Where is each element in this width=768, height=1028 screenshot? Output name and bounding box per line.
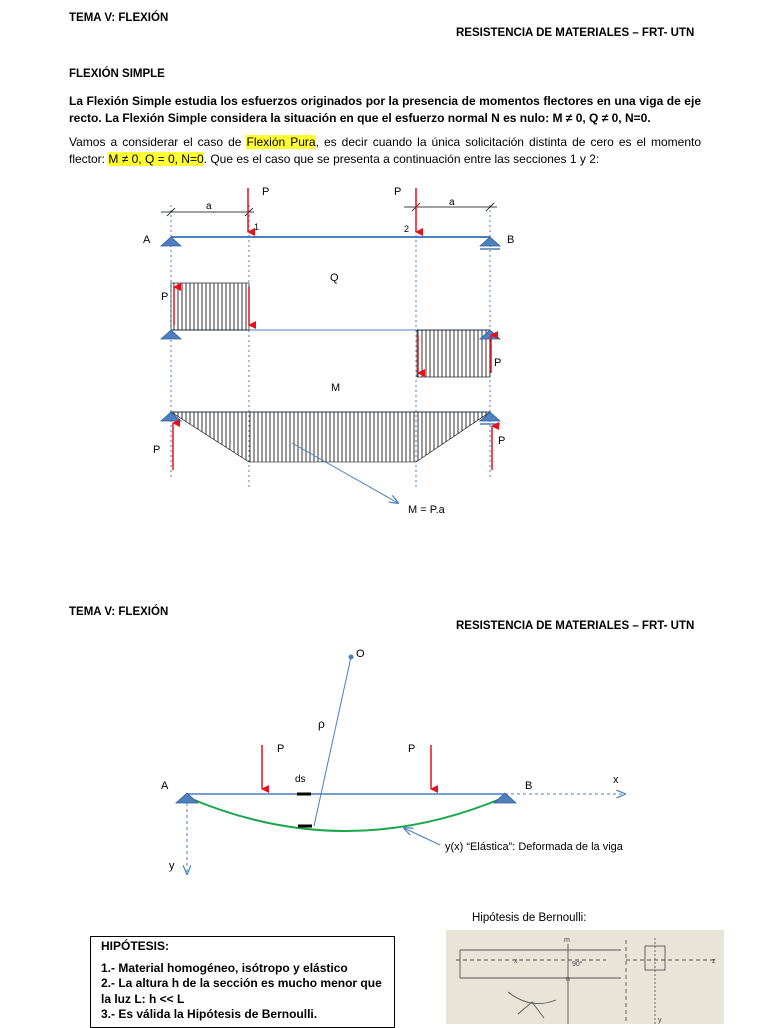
- radius-line: [314, 657, 351, 826]
- elastica-curve: [187, 797, 505, 831]
- bernoulli-figure: [446, 930, 724, 1024]
- bernoulli-label-z: z: [712, 958, 716, 965]
- highlight-conditions: M ≠ 0, Q = 0, N=0: [108, 151, 204, 166]
- moment-label-p-right: P: [498, 435, 506, 447]
- section-label-2: 2: [404, 224, 410, 234]
- bernoulli-figure-bg: [446, 930, 724, 1024]
- label-m: M: [331, 382, 341, 394]
- header-right: RESISTENCIA DE MATERIALES – FRT- UTN: [456, 27, 695, 39]
- shear-support-a: [161, 330, 181, 339]
- shear-label-p-left: P: [161, 291, 169, 303]
- label-a: A: [143, 234, 151, 246]
- shear-area-positive: [171, 283, 249, 330]
- hypotheses-title: HIPÓTESIS:: [101, 939, 170, 953]
- dim-label-a-left: a: [206, 201, 212, 212]
- label-b: B: [507, 234, 515, 246]
- section-label-1: 1: [254, 222, 260, 232]
- label-x: x: [613, 774, 619, 786]
- para-text-1: Vamos a considerar el caso de: [69, 135, 247, 149]
- label-p-left: P: [262, 186, 270, 198]
- hypothesis-item-3: 3.- Es válida la Hipótesis de Bernoulli.: [101, 1007, 318, 1021]
- bernoulli-label-n: n: [566, 976, 570, 983]
- para-text-2: , es decir cuando la única solicitación distinta de cero es el momento flector:: [69, 135, 701, 166]
- label-b-page2: B: [525, 780, 533, 792]
- label-o: O: [356, 648, 365, 660]
- bernoulli-label-x: x: [514, 958, 518, 965]
- dim-label-a-right: a: [449, 197, 455, 208]
- hypothesis-item-2: 2.- La altura h de la sección es mucho menor que la luz L: h << L: [101, 976, 382, 1006]
- support-a: [161, 237, 181, 246]
- elastica-note: y(x) “Elástica”: Deformada de la viga: [445, 841, 623, 853]
- label-y: y: [169, 860, 175, 872]
- header-left: TEMA V: FLEXIÓN: [69, 12, 169, 24]
- label-p-right-page2: P: [408, 743, 416, 755]
- bernoulli-label-m: m: [564, 937, 570, 944]
- intro-paragraph: La Flexión Simple estudia los esfuerzos originados por la presencia de momentos flectores en una viga de eje recto. La Flexión Simple considera la situación en que el esfuerzo normal N es nulo: M ≠ 0, Q ≠ 0, N=0.: [69, 94, 701, 125]
- label-rho: ρ: [318, 717, 325, 731]
- hypothesis-item-1: 1.- Material homogéneo, isótropo y elástico: [101, 960, 348, 975]
- highlight-flexion-pura: Flexión Pura: [246, 135, 316, 149]
- label-p-right: P: [394, 186, 402, 198]
- shear-label-p-right: P: [494, 357, 502, 369]
- para-text-3: . Que es el caso que se presenta a continuación entre las secciones 1 y 2:: [203, 151, 600, 166]
- label-ds: ds: [295, 774, 306, 785]
- bernoulli-label-y: y: [658, 1017, 662, 1024]
- beam-diagrams: [0, 175, 768, 525]
- elastica-pointer-arrow: [404, 828, 440, 845]
- bernoulli-label-angle: 90°: [572, 961, 583, 968]
- header-left-page2: TEMA V: FLEXIÓN: [69, 606, 169, 618]
- label-p-left-page2: P: [277, 743, 285, 755]
- moment-label-p-left: P: [153, 444, 161, 456]
- label-a-page2: A: [161, 780, 169, 792]
- support-b: [480, 237, 500, 246]
- header-right-page2: RESISTENCIA DE MATERIALES – FRT- UTN: [456, 620, 695, 632]
- moment-area: [171, 412, 490, 462]
- label-q: Q: [330, 272, 339, 284]
- pure-bending-paragraph: [69, 134, 701, 167]
- elastica-diagram: [0, 640, 768, 890]
- section-title: FLEXIÓN SIMPLE: [69, 68, 165, 80]
- hypotheses-box: [90, 936, 395, 1028]
- shear-area-negative: [417, 330, 490, 377]
- bernoulli-caption: Hipótesis de Bernoulli:: [472, 912, 587, 924]
- moment-value-label: M = P.a: [408, 504, 445, 516]
